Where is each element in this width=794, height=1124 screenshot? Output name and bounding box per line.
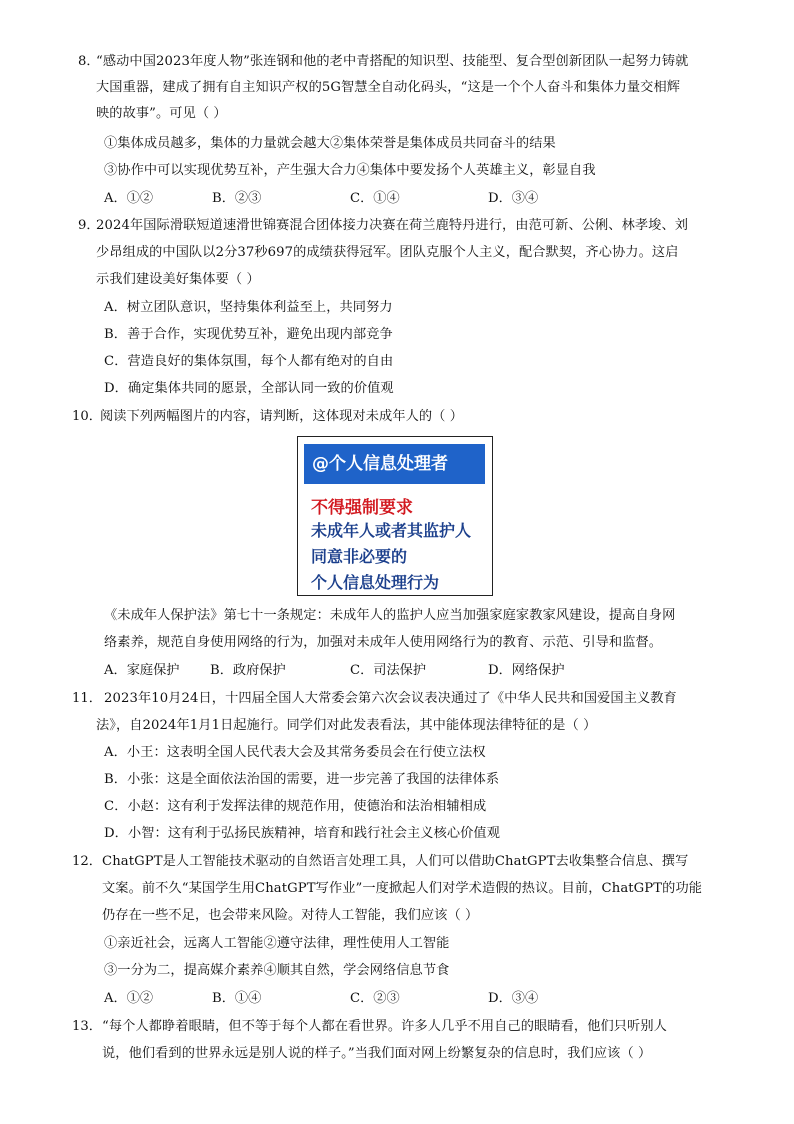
option-c[interactable]: C．①④ [350,191,400,206]
question-number: 13． [72,1019,102,1034]
law-text-line: 《未成年人保护法》第七十一条规定：未成年人的监护人应当加强家庭家教家风建设，提高自身网 [104,608,676,623]
option-b[interactable]: B．①④ [212,991,262,1006]
question-text-line: 2023年10月24日，十四届全国人大常委会第六次会议表决通过了《中华人民共和国爱国主义教育 [104,691,677,706]
info-card-image [297,436,493,596]
question-text-line: “感动中国2023年度人物”张连钢和他的老中青搭配的知识型、技能型、复合型创新团队一起努力铸就 [96,54,689,69]
option-d[interactable]: D．确定集体共同的愿景，全部认同一致的价值观 [104,381,394,396]
statement-line: ①亲近社会，远离人工智能②遵守法律，理性使用人工智能 [104,936,450,951]
info-card-line: 不得强制要求 [311,498,413,518]
question-text-line: 少昂组成的中国队以2分37秒697的成绩获得冠军。团队克服个人主义，配合默契，齐心协力。这启 [96,245,679,260]
option-b[interactable]: B．政府保护 [210,663,286,678]
question-text-line: 法》，自2024年1月1日起施行。同学们对此发表看法，其中能体现法律特征的是（ ） [96,718,597,733]
info-card-line: 同意非必要的 [311,547,408,566]
option-c[interactable]: C．营造良好的集体氛围，每个人都有绝对的自由 [104,354,394,369]
option-b[interactable]: B．小张：这是全面依法治国的需要，进一步完善了我国的法律体系 [104,772,500,787]
option-d[interactable]: D．小智：这有利于弘扬民族精神，培育和践行社会主义核心价值观 [104,826,501,841]
statement-line: ③一分为二，提高媒介素养④顺其自然，学会网络信息节食 [104,963,450,978]
option-a[interactable]: A．①② [104,191,154,206]
info-card-line: 未成年人或者其监护人 [311,521,472,540]
option-b[interactable]: B．②③ [212,191,262,206]
statement-line: ①集体成员越多，集体的力量就会越大②集体荣誉是集体成员共同奋斗的结果 [104,136,556,151]
question-text-line: ChatGPT是人工智能技术驱动的自然语言处理工具，人们可以借助ChatGPT去收集整合信息、撰写 [102,854,689,869]
info-card-header: @个人信息处理者 [304,444,485,484]
law-text-line: 络素养，规范自身使用网络的行为，加强对未成年人使用网络行为的教育、示范、引导和监督。 [104,635,663,650]
question-text-line: 文案。前不久“某国学生用ChatGPT写作业”一度掀起人们对学术造假的热议。目前，ChatGPT的功能 [102,881,703,896]
question-text-line: 示我们建设美好集体要（ ） [96,272,260,287]
option-c[interactable]: C．小赵：这有利于发挥法律的规范作用，使德治和法治相辅相成 [104,799,487,814]
option-a[interactable]: A．①② [104,991,154,1006]
option-a[interactable]: A．小王：这表明全国人民代表大会及其常务委员会在行使立法权 [104,745,486,760]
question-text-line: 说，他们看到的世界永远是别人说的样子。”当我们面对网上纷繁复杂的信息时，我们应该（ ） [102,1046,652,1061]
option-b[interactable]: B．善于合作，实现优势互补，避免出现内部竞争 [104,327,393,342]
question-text-line: 映的故事”。可见（ ） [96,106,227,121]
option-d[interactable]: D．③④ [488,191,539,206]
option-a[interactable]: A．树立团队意识，坚持集体利益至上，共同努力 [104,300,393,315]
question-text-line: 大国重器，建成了拥有自主知识产权的5G智慧全自动化码头，“这是一个个人奋斗和集体力量交相辉 [96,80,681,95]
question-text-line: 仍存在一些不足，也会带来风险。对待人工智能，我们应该（ ） [102,908,479,923]
question-number: 12． [72,854,102,869]
option-c[interactable]: C．司法保护 [350,663,427,678]
option-c[interactable]: C．②③ [350,991,400,1006]
question-text-line: “每个人都睁着眼睛，但不等于每个人都在看世界。许多人几乎不用自己的眼睛看，他们只听别人 [102,1019,667,1034]
question-text-line: 2024年国际滑联短道速滑世锦赛混合团体接力决赛在荷兰鹿特丹进行，由范可新、公俐、林孝埈、刘 [96,218,689,233]
option-d[interactable]: D．网络保护 [488,663,565,678]
question-number: 9． [78,218,100,233]
option-a[interactable]: A．家庭保护 [104,663,180,678]
question-text-line: 阅读下列两幅图片的内容，请判断，这体现对未成年人的（ ） [100,409,464,424]
statement-line: ③协作中可以实现优势互补，产生强大合力④集体中要发扬个人英雄主义，彰显自我 [104,163,596,178]
option-d[interactable]: D．③④ [488,991,539,1006]
question-number: 8． [78,54,100,69]
question-number: 11． [72,691,102,706]
question-number: 10． [72,409,102,424]
info-card-line: 个人信息处理行为 [311,573,440,592]
